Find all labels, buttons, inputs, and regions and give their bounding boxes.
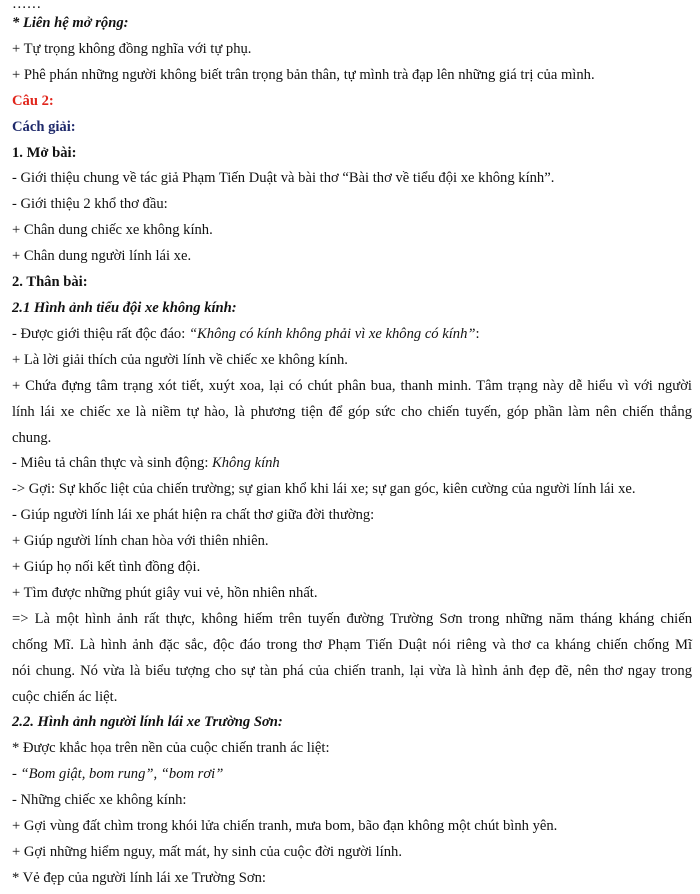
beauty-line: * Vẻ đẹp của người lính lái xe Trường Sơn:: [12, 869, 266, 886]
car-item: + Gợi những hiểm nguy, mất mát, hy sinh của cuộc đời người lính.: [12, 844, 402, 860]
help-item: + Giúp họ nối kết tình đồng đội.: [12, 559, 201, 576]
body-heading: 2. Thân bài:: [12, 274, 88, 291]
section-heading: 2.2. Hình ảnh người lính lái xe Trường Sơn:: [12, 714, 283, 731]
quote-line: - “Bom giật, bom rung”, “bom rơi”: [12, 766, 224, 783]
evoke-line: -> Gợi: Sự khốc liệt của chiến trường; sự gian khổ khi lái xe; sự gan góc, kiên cường của người lính lái xe.: [12, 481, 636, 498]
help-line: - Giúp người lính lái xe phát hiện ra chất thơ giữa đời thường:: [12, 507, 375, 524]
ellipsis-text: ……: [12, 0, 42, 12]
mood-line: + Chứa đựng tâm trạng xót tiết, xuýt xoa, lại có chút phân bua, thanh minh. Tâm trạng này dễ hiểu vì với người: [12, 377, 692, 394]
conclusion-line: => Là một hình ảnh rất thực, không hiếm trên tuyến đường Trường Sơn trong những năm tháng kháng chiến: [12, 610, 692, 627]
conclusion-line: cuộc chiến ác liệt.: [12, 688, 118, 705]
intro-statement-suffix: :: [475, 325, 480, 342]
related-item: + Tự trọng không đồng nghĩa với tự phụ.: [12, 40, 252, 57]
poem-quote: “Không có kính không phải vì xe không có kính”: [188, 325, 476, 342]
describe-italic: Không kính: [212, 455, 280, 472]
background-line: * Được khắc họa trên nền của cuộc chiến tranh ác liệt:: [12, 740, 330, 757]
intro-statement-prefix: - Được giới thiệu rất độc đáo:: [12, 325, 189, 342]
solution-heading: Cách giải:: [12, 118, 76, 135]
intro-item: - Giới thiệu 2 khổ thơ đầu:: [12, 196, 168, 213]
help-item: + Giúp người lính chan hòa với thiên nhiên.: [12, 533, 269, 550]
mood-line: lính lái xe chiếc xe là niềm tự hào, là phương tiện để góp sức cho chiến tuyến, góp phần làm nên chiến thắng: [12, 403, 692, 420]
section-heading: 2.1 Hình ảnh tiểu đội xe không kính:: [12, 299, 237, 316]
mood-line: chung.: [12, 429, 52, 446]
conclusion-line: nói chung. Nó vừa là biểu tượng cho sự tàn phá của chiến tranh, lại vừa là hình ảnh đẹp đẽ, nên thơ ngay trong: [12, 662, 692, 679]
describe-prefix: - Miêu tả chân thực và sinh động:: [12, 455, 213, 472]
conclusion-line: chống Mĩ. Là hình ảnh đặc sắc, độc đáo trong thơ Phạm Tiến Duật nói riêng và thơ ca kháng chiến chống Mĩ: [12, 636, 692, 653]
cars-line: - Những chiếc xe không kính:: [12, 792, 187, 809]
describe-line: [12, 451, 692, 477]
intro-statement: [12, 322, 692, 348]
explanation-line: + Là lời giải thích của người lính về chiếc xe không kính.: [12, 351, 348, 368]
document-page: [12, 0, 692, 892]
related-item: + Phê phán những người không biết trân trọng bản thân, tự mình trà đạp lên những giá trị của mình.: [12, 66, 595, 83]
related-heading: * Liên hệ mở rộng:: [12, 15, 129, 31]
car-item: + Gợi vùng đất chìm trong khói lửa chiến tranh, mưa bom, bão đạn không một chút bình yên.: [12, 818, 558, 835]
intro-item: + Chân dung chiếc xe không kính.: [12, 222, 213, 239]
intro-heading: 1. Mở bài:: [12, 144, 77, 161]
question-heading: Câu 2:: [12, 92, 54, 109]
intro-item: - Giới thiệu chung về tác giả Phạm Tiến Duật và bài thơ “Bài thơ về tiểu đội xe không kính”.: [12, 170, 555, 187]
help-item: + Tìm được những phút giây vui vẻ, hồn nhiên nhất.: [12, 584, 318, 601]
intro-item: + Chân dung người lính lái xe.: [12, 248, 192, 265]
